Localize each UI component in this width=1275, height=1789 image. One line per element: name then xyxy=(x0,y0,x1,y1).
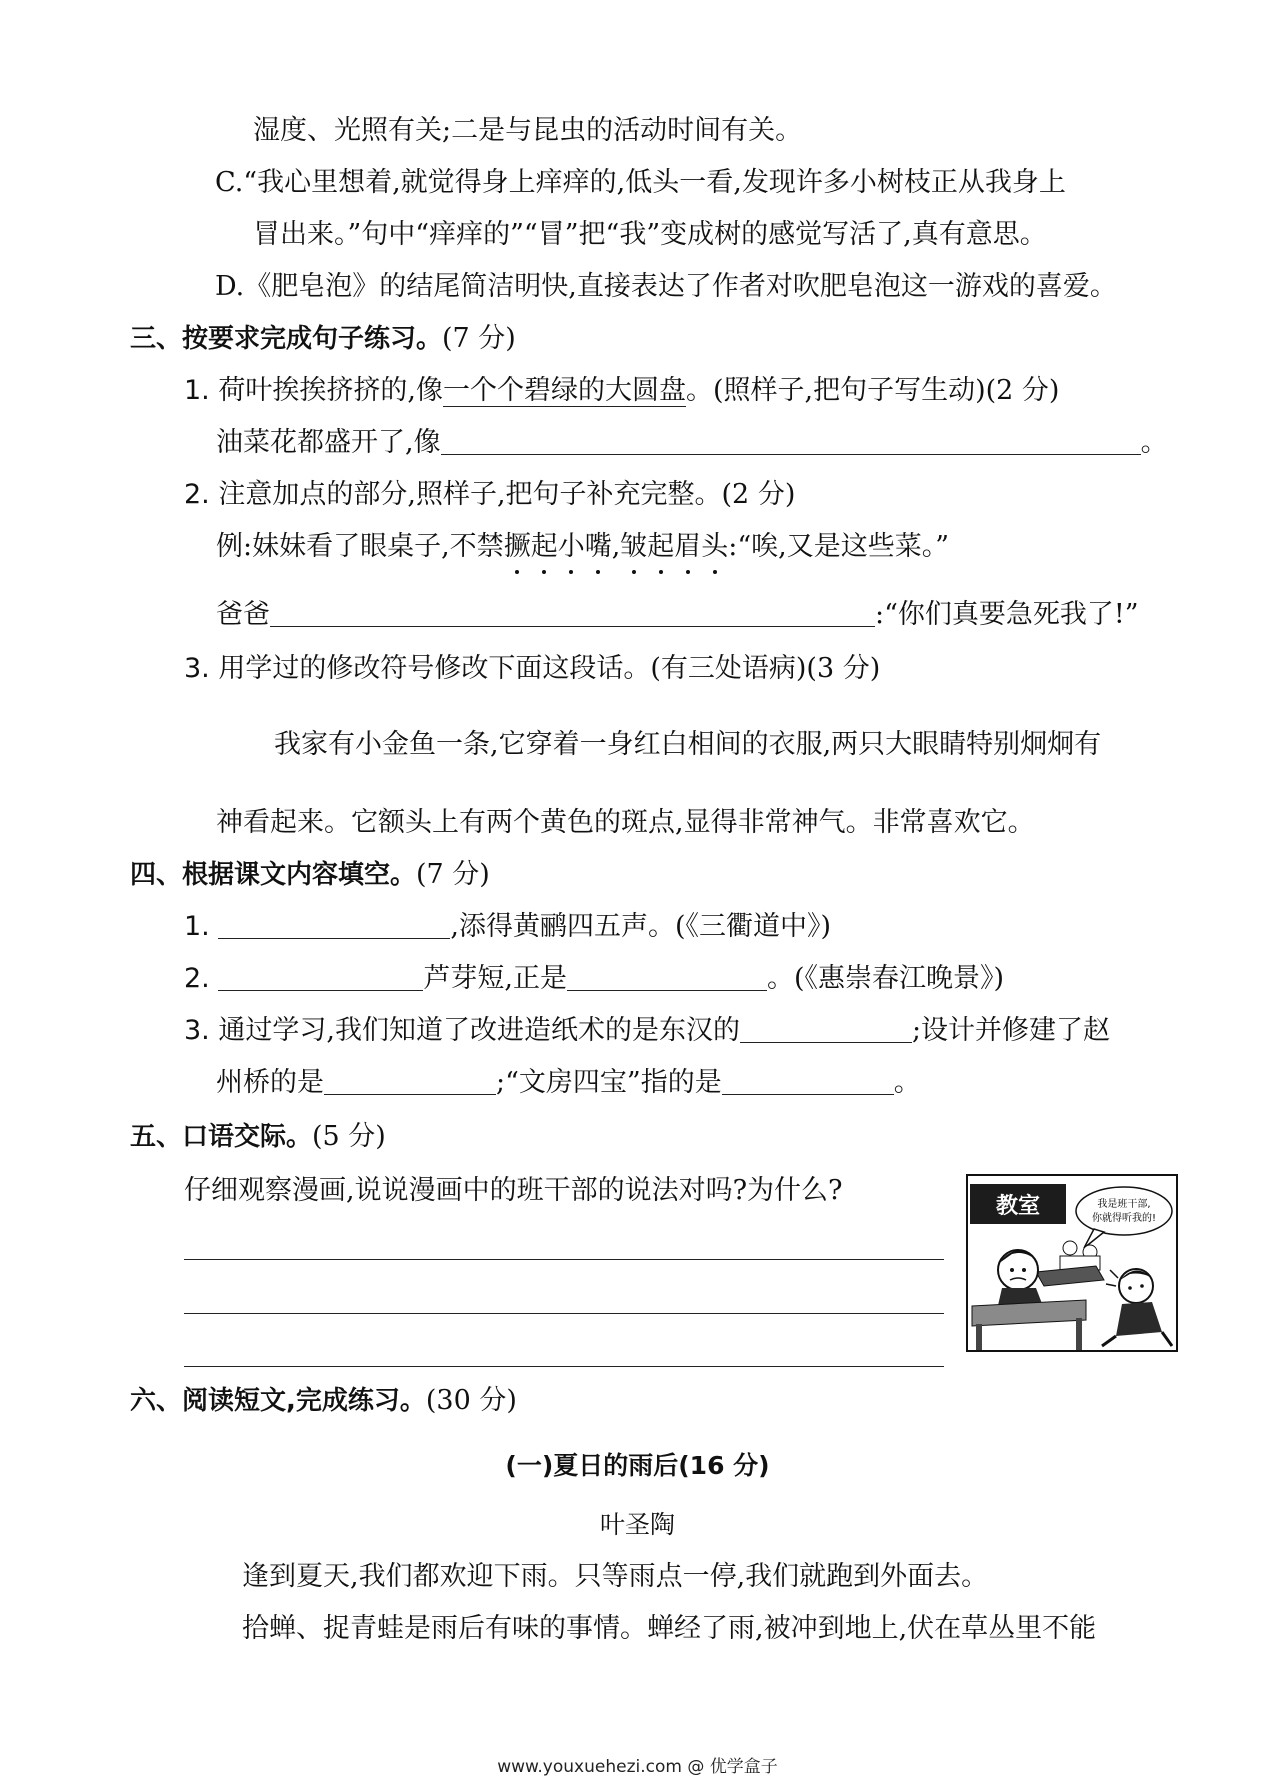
comic-bubble-text-2: 你就得听我的! xyxy=(1091,1213,1157,1224)
s3-q1-answer-line xyxy=(216,426,1168,460)
s4-q2-mid: 芦芽短,正是 xyxy=(423,963,567,994)
section-6-title: 六、阅读短文,完成练习。 xyxy=(130,1386,426,1416)
s5-answer-line-2[interactable] xyxy=(184,1313,944,1314)
section-3-score: (7 分) xyxy=(442,323,516,354)
s3-q2-answer-pre: 爸爸 xyxy=(216,599,270,630)
s3-q3-number: 3. xyxy=(184,653,210,684)
s3-q3-paragraph-1: 我家有小金鱼一条,它穿着一身红白相间的衣服,两只大眼睛特别炯炯有 xyxy=(274,729,1102,760)
s4-q1-line xyxy=(184,910,831,944)
s4-q2-post: 。(《惠崇春江晚景》) xyxy=(766,963,1005,994)
comic-sign-text: 教室 xyxy=(995,1194,1041,1219)
section-5-score: (5 分) xyxy=(312,1121,386,1152)
s4-q3-blank-3[interactable] xyxy=(722,1068,894,1095)
s3-q2-example-line xyxy=(216,530,949,564)
section-5-title: 五、口语交际。 xyxy=(130,1122,313,1152)
dotted-char: 起 xyxy=(530,531,558,562)
passage-author: 叶圣陶 xyxy=(599,1510,675,1539)
s4-q3-line2-pre: 州桥的是 xyxy=(216,1067,324,1098)
dotted-char: 嘴 xyxy=(584,531,612,562)
dotted-comma: , xyxy=(611,531,621,562)
section-4-score: (7 分) xyxy=(416,859,490,890)
dotted-char: 撅 xyxy=(503,531,531,562)
option-d-text: 《肥皂泡》的结尾简洁明快,直接表达了作者对吹肥皂泡这一游戏的喜爱。 xyxy=(244,271,1117,302)
section-3-title: 三、按要求完成句子练习。 xyxy=(130,324,443,354)
prev-line-1: 湿度、光照有关;二是与昆虫的活动时间有关。 xyxy=(253,115,803,146)
passage-paragraph-1: 逢到夏天,我们都欢迎下雨。只等雨点一停,我们就跑到外面去。 xyxy=(242,1561,989,1592)
option-d-label: D. xyxy=(215,271,245,302)
s4-q3-blank-2[interactable] xyxy=(324,1068,496,1095)
s5-answer-line-1[interactable] xyxy=(184,1259,944,1260)
s3-q1-number: 1. xyxy=(184,375,210,406)
passage-paragraph-2: 拾蝉、捉青蛙是雨后有味的事情。蝉经了雨,被冲到地上,伏在草丛里不能 xyxy=(242,1613,1097,1644)
option-c-text-1: “我心里想着,就觉得身上痒痒的,低头一看,发现许多小树枝正从我身上 xyxy=(243,167,1066,198)
s4-q3-mid-1: ;设计并修建了赵 xyxy=(911,1015,1111,1046)
section-5-heading xyxy=(130,1120,386,1154)
section-3-heading xyxy=(130,322,516,356)
dotted-char: 起 xyxy=(647,531,675,562)
s4-q3-mid-2: ;“文房四宝”指的是 xyxy=(496,1067,722,1098)
option-d-line xyxy=(215,270,1117,304)
s3-q1-post: 。(照样子,把句子写生动)(2 分) xyxy=(685,375,1060,406)
option-c-line-2: 冒出来。”句中“痒痒的”“冒”把“我”变成树的感觉写活了,真有意思。 xyxy=(253,219,1047,250)
option-c-label: C. xyxy=(215,167,244,198)
s4-q3-pre: 通过学习,我们知道了改进造纸术的是东汉的 xyxy=(218,1015,740,1046)
passage-title: (一)夏日的雨后(16 分) xyxy=(505,1451,770,1480)
page-footer: www.youxuehezi.com @ 优学盒子 xyxy=(497,1757,778,1777)
dotted-char: 皱 xyxy=(620,531,648,562)
s3-q2-number: 2. xyxy=(184,479,210,510)
s4-q1-blank[interactable] xyxy=(218,912,450,939)
s3-q2-line xyxy=(184,478,795,512)
section-4-title: 四、根据课文内容填空。 xyxy=(130,860,417,890)
s4-q1-number: 1. xyxy=(184,911,210,942)
s3-q1-answer-post: 。 xyxy=(1140,427,1168,458)
s3-q1-pre: 荷叶挨挨挤挤的,像 xyxy=(218,375,443,406)
s3-q1-answer-blank[interactable] xyxy=(441,428,1141,455)
s4-q2-line xyxy=(184,962,1004,996)
section-6-heading xyxy=(130,1384,517,1418)
s4-q3-line-1 xyxy=(184,1014,1110,1048)
s5-prompt: 仔细观察漫画,说说漫画中的班干部的说法对吗?为什么? xyxy=(184,1175,843,1206)
s3-q1-answer-pre: 油菜花都盛开了,像 xyxy=(216,427,441,458)
dotted-char: 眉 xyxy=(674,531,702,562)
dotted-char: 头 xyxy=(701,531,729,562)
s4-q3-blank-1[interactable] xyxy=(740,1016,912,1043)
s4-q3-line-2 xyxy=(216,1066,921,1100)
option-c-line-1 xyxy=(215,166,1066,200)
s3-q2-example-pre: 例:妹妹看了眼桌子,不禁 xyxy=(216,531,504,562)
s4-q2-number: 2. xyxy=(184,963,210,994)
section-6-score: (30 分) xyxy=(425,1385,517,1416)
s3-q1-underlined: 一个个碧绿的大圆盘 xyxy=(442,375,686,406)
s4-q3-end: 。 xyxy=(893,1067,921,1098)
s4-q1-post: ,添得黄鹂四五声。(《三衢道中》) xyxy=(450,911,832,942)
s3-q1-line xyxy=(184,374,1059,408)
s4-q2-blank-2[interactable] xyxy=(567,964,767,991)
s4-q3-number: 3. xyxy=(184,1015,210,1046)
comic-illustration xyxy=(966,1174,1178,1352)
dotted-char: 小 xyxy=(557,531,585,562)
comic-bubble-text-1: 我是班干部, xyxy=(1097,1199,1151,1210)
s3-q2-answer-blank[interactable] xyxy=(270,600,875,627)
s3-q2-answer-post: :“你们真要急死我了!” xyxy=(875,599,1139,630)
s4-q2-blank-1[interactable] xyxy=(218,964,423,991)
s5-answer-line-3[interactable] xyxy=(184,1366,944,1367)
section-4-heading xyxy=(130,858,490,892)
s3-q3-text: 用学过的修改符号修改下面这段话。(有三处语病)(3 分) xyxy=(218,653,881,684)
s3-q2-answer-line xyxy=(216,598,1139,632)
s3-q2-text: 注意加点的部分,照样子,把句子补充完整。(2 分) xyxy=(218,479,796,510)
s3-q3-paragraph-2: 神看起来。它额头上有两个黄色的斑点,显得非常神气。非常喜欢它。 xyxy=(216,807,1035,838)
s3-q2-example-post: :“唉,又是这些菜。” xyxy=(728,531,950,562)
s3-q3-line xyxy=(184,652,880,686)
